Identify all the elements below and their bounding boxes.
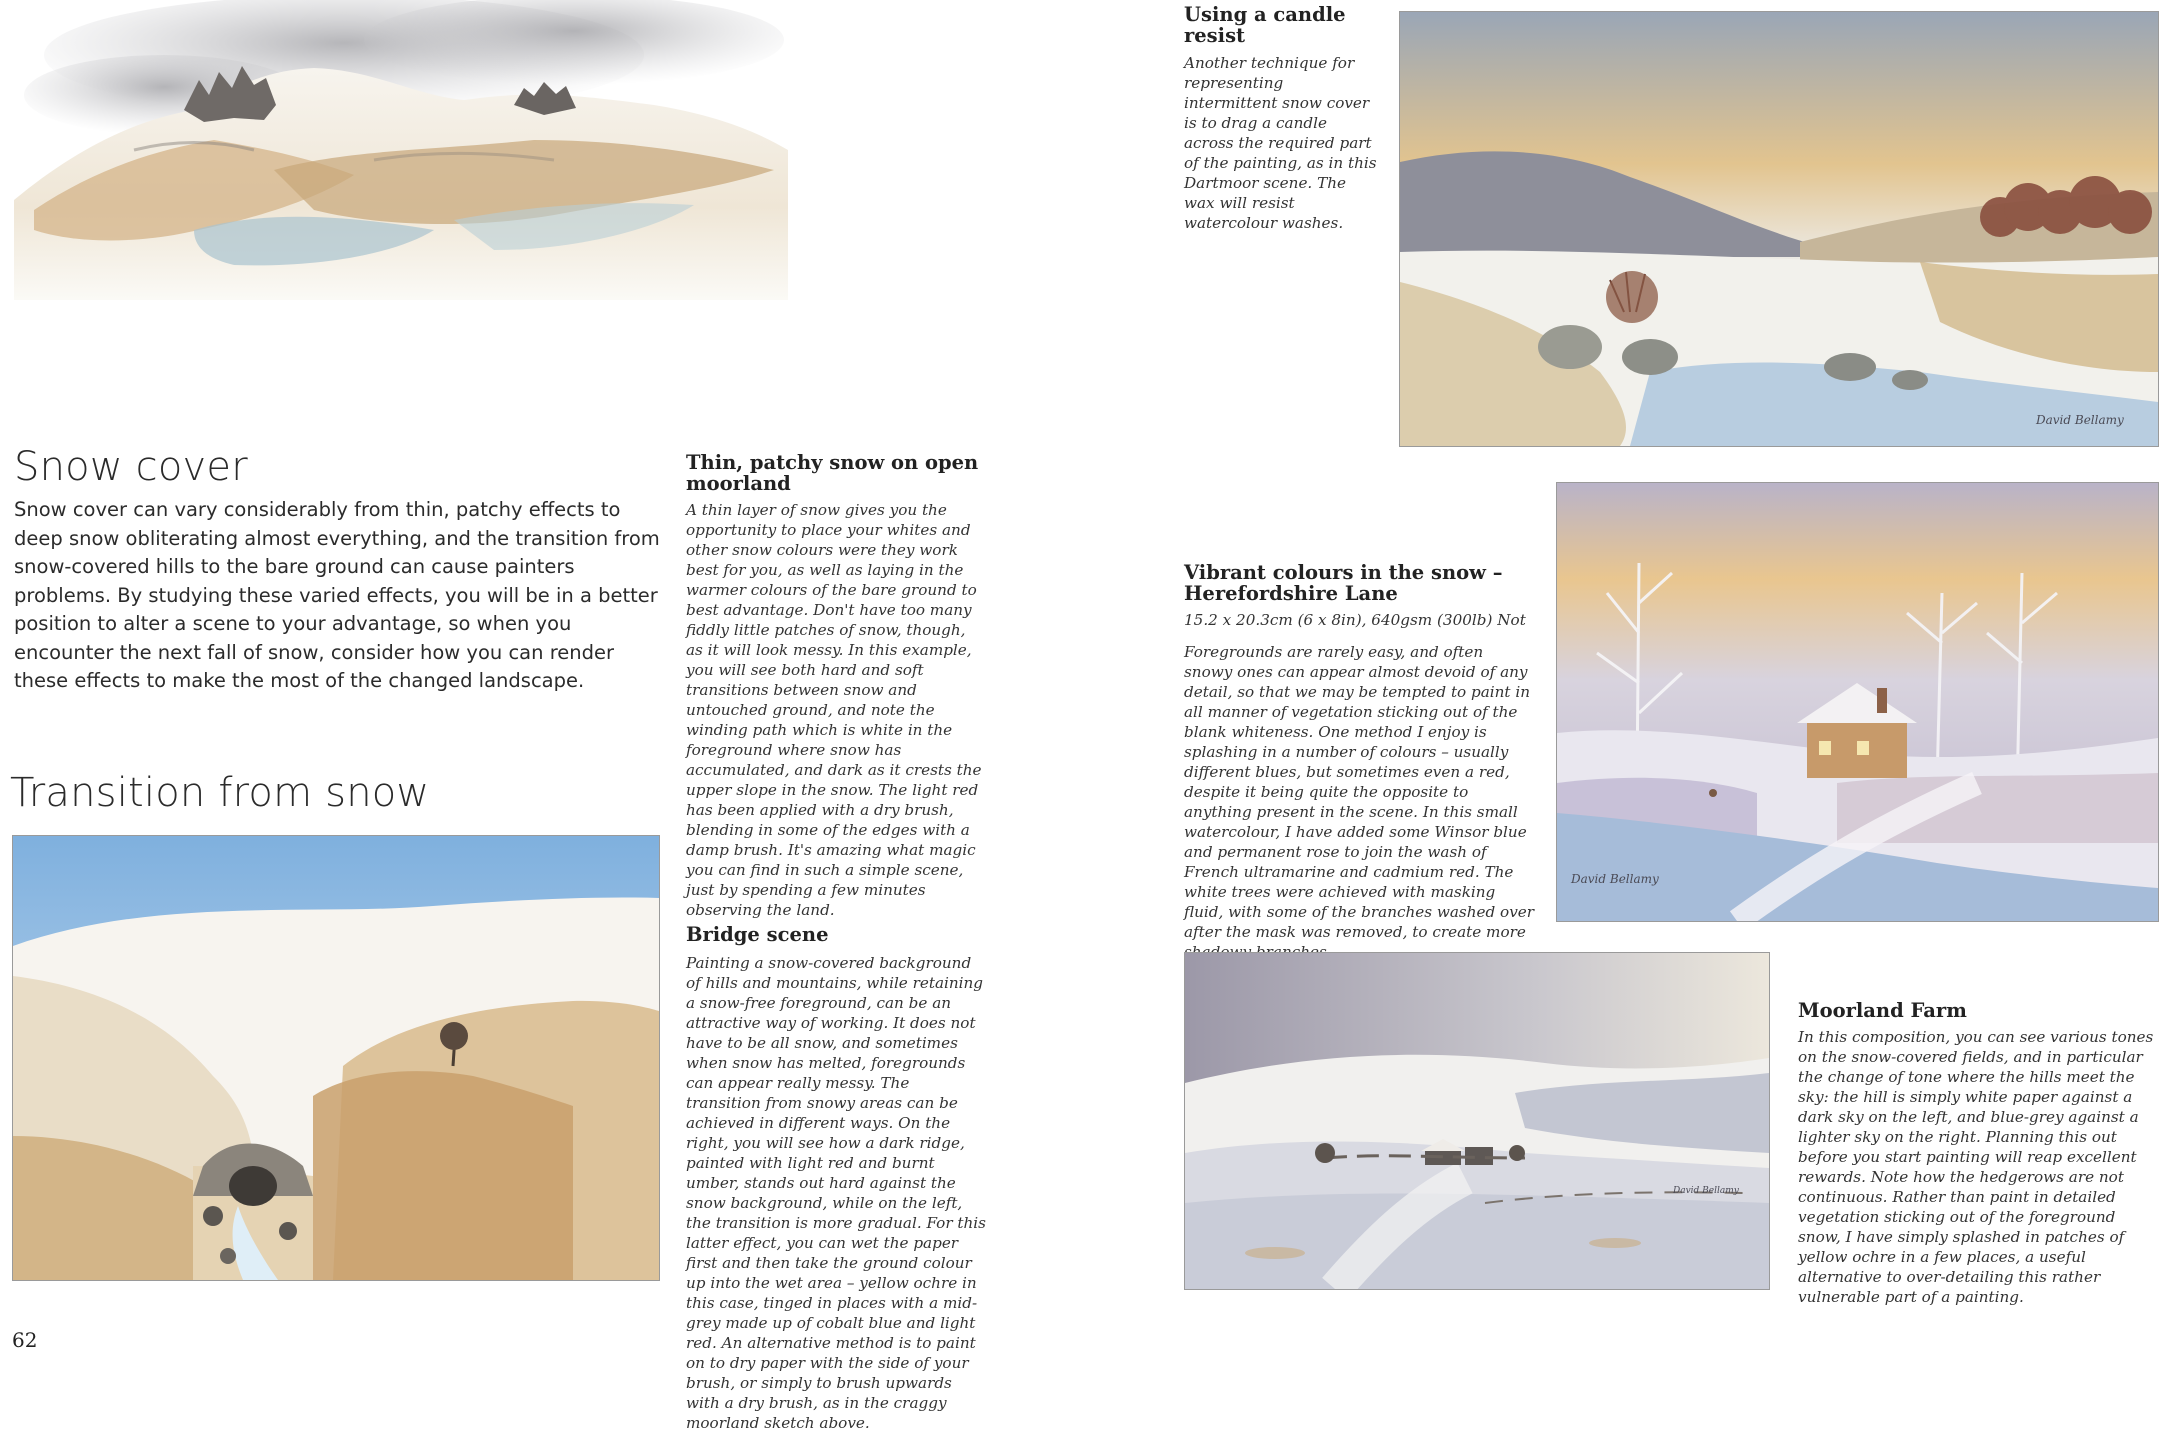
candle-title: Using a candle resist xyxy=(1184,3,1346,47)
bridge-caption xyxy=(686,924,988,1433)
candle-body: Another technique for representing intermittent snow cover is to drag a candle across the required part of the painting, as in this Dartmoor scene. The wax will resist watercolour washes. xyxy=(1184,54,1377,232)
moorland-farm-title: Moorland Farm xyxy=(1798,999,1967,1022)
moorland-farm-body: In this composition, you can see various tones on the snow-covered fields, and in particular the change of tone where the hills meet the sky: the hill is simply white paper against a dark sky on the left, and blue-grey against a lighter sky on the right. Planning this out before you start painting will reap excellent rewards. Note how the hedgerows are not continuous. Rather than paint in detailed vegetation sticking out of the foreground snow, I have simply splashed in patches of yellow ochre in a few places, a useful alternative to over-detailing this rather vulnerable part of a painting. xyxy=(1798,1028,2154,1306)
moorland-farm-illustration xyxy=(1185,953,1769,1289)
bridge-title: Bridge scene xyxy=(686,923,829,946)
bridge-body: Painting a snow-covered background of hills and mountains, while retaining a snow-free foreground, can be an attractive way of working. It does not have to be all snow, and sometimes when snow has melted, foregrounds can appear really messy. The transition from snowy areas can be achieved in different ways. On the right, you will see how a dark ridge, painted with light red and burnt umber, stands out hard against the snow background, while on the left, the transition is more gradual. For this latter effect, you can wet the paper first and then take the ground colour up into the wet area – yellow ochre in this case, tinged in places with a mid-grey made up of cobalt blue and light red. An alternative method is to paint on to dry paper with the side of your brush, or simply to brush upwards with a dry brush, as in the craggy moorland sketch above. xyxy=(686,954,986,1432)
moorland-farm-painting xyxy=(1184,952,1770,1290)
thin-patchy-body: A thin layer of snow gives you the opportunity to place your whites and other snow colours were they work best for you, as well as laying in the warmer colours of the bare ground to best advantage. Don't have too many fiddly little patches of snow, though, as it will look messy. In this example, you will see both hard and soft transitions between snow and untouched ground, and note the winding path which is white in the foreground where snow has accumulated, and dark as it crests the upper slope in the snow. The light red has been applied with a dry brush, blending in some of the edges with a damp brush. It's amazing what magic you can find in such a simple scene, just by spending a few minutes observing the land. xyxy=(686,501,982,919)
vibrant-title: Vibrant colours in the snow – Herefordshire Lane xyxy=(1184,561,1503,605)
thin-patchy-caption xyxy=(686,452,986,920)
herefordshire-lane-painting xyxy=(1556,482,2159,922)
bridge-scene-illustration xyxy=(13,836,659,1280)
vibrant-body: Foregrounds are rarely easy, and often snowy ones can appear almost devoid of any detail, so that we may be tempted to paint in all manner of vegetation sticking out of the blank whiteness. One method I enjoy is splashing in a number of colours – usually different blues, but sometimes even a red, despite it being quite the opposite to anything present in the scene. In this small watercolour, I have added some Winsor blue and permanent rose to join the wash of French ultramarine and cadmium red. The white trees were achieved with masking fluid, with some of the branches washed over after the mask was removed, to create more xyxy=(1184,643,1535,941)
dartmoor-signature: David Bellamy xyxy=(2036,413,2124,427)
vibrant-caption xyxy=(1184,562,1536,962)
craggy-moorland-illustration xyxy=(14,0,788,300)
craggy-moorland-sketch xyxy=(14,0,788,300)
dartmoor-painting xyxy=(1399,11,2159,447)
page-number: 62 xyxy=(12,1328,38,1352)
thin-patchy-title: Thin, patchy snow on open moorland xyxy=(686,451,979,495)
moorland-farm-caption xyxy=(1798,1000,2154,1307)
farm-signature: David Bellamy xyxy=(1673,1186,1739,1196)
dartmoor-illustration xyxy=(1400,12,2158,446)
candle-caption xyxy=(1184,4,1380,233)
snow-cover-heading: Snow cover xyxy=(14,444,248,490)
lane-signature: David Bellamy xyxy=(1571,872,1659,886)
vibrant-spec: 15.2 x 20.3cm (6 x 8in), 640gsm (300lb) Not xyxy=(1184,611,1526,629)
bridge-scene-painting xyxy=(12,835,660,1281)
herefordshire-lane-illustration xyxy=(1557,483,2158,921)
snow-cover-intro: Snow cover can vary considerably from thin, patchy effects to deep snow obliterating almost everything, and the transition from snow-covered hills to the bare ground can cause painters problems. By studying these varied effects, you will be in a better position to alter a scene to your advantage, so when you encounter the next fall of snow, consider how you can render these effects to make the most of the changed landscape. xyxy=(14,498,660,692)
transition-heading: Transition from snow xyxy=(10,770,430,816)
